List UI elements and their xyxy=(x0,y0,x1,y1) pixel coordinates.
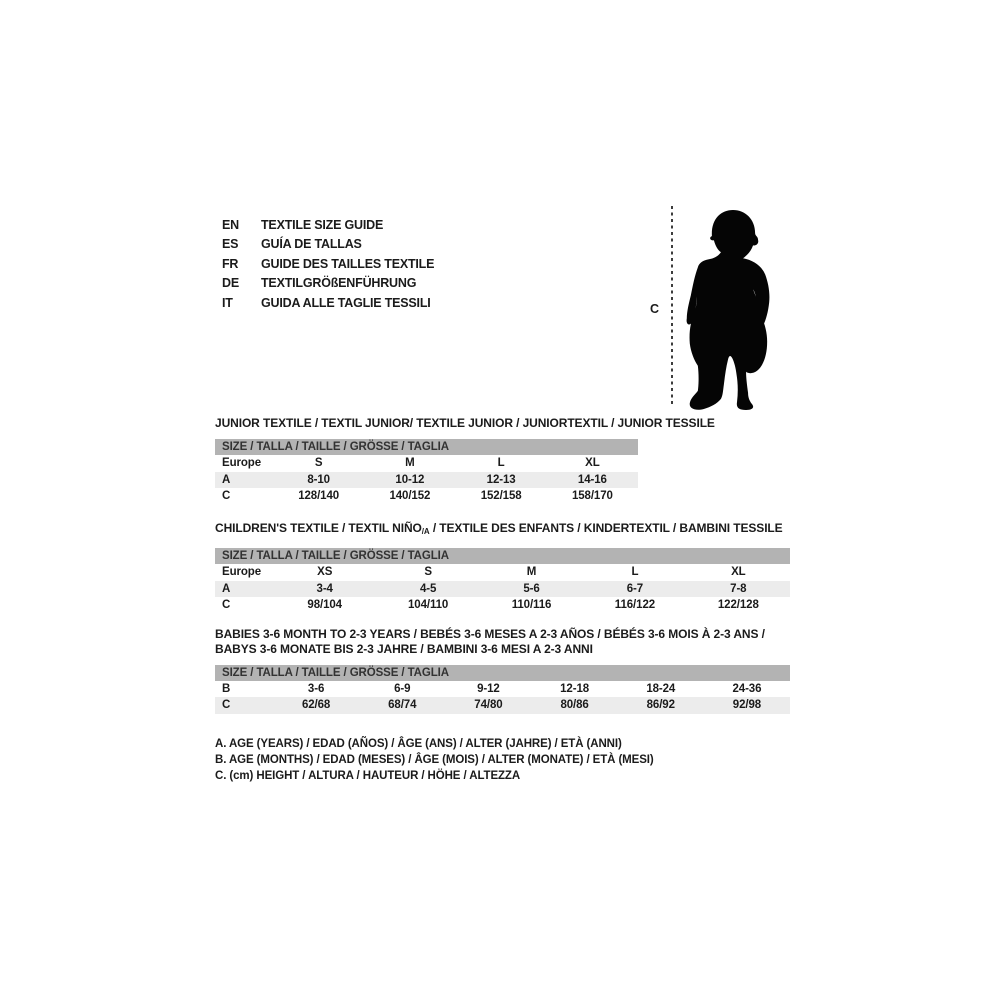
row-label: B xyxy=(222,682,231,695)
cell: 6-9 xyxy=(394,682,411,695)
table-row xyxy=(215,455,638,472)
lang-code: DE xyxy=(222,276,239,291)
cell: 116/122 xyxy=(614,599,656,611)
lang-row-it xyxy=(222,293,434,313)
cell: 152/158 xyxy=(480,490,522,502)
cell: XL xyxy=(731,566,746,578)
cell: 9-12 xyxy=(477,682,500,695)
lang-code: IT xyxy=(222,295,233,310)
table-row xyxy=(215,488,638,505)
cell: M xyxy=(526,566,537,578)
cell: 92/98 xyxy=(732,699,762,711)
table-row xyxy=(215,681,790,698)
lang-code: EN xyxy=(222,217,239,232)
row-label: Europe xyxy=(222,566,262,578)
table-row xyxy=(215,472,638,489)
table-row xyxy=(215,697,790,714)
junior-textile-section xyxy=(215,416,715,505)
cell: 4-5 xyxy=(419,582,437,595)
lang-code: FR xyxy=(222,256,239,271)
cell: 12-18 xyxy=(560,682,590,695)
cell: 12-13 xyxy=(486,473,516,486)
cell: 158/170 xyxy=(571,490,613,502)
babies-textile-section xyxy=(215,627,790,714)
size-header-bar: SIZE / TALLA / TAILLE / GRÖSSE / TAGLIA xyxy=(215,439,638,455)
cell: 62/68 xyxy=(301,699,331,711)
cell: 7-8 xyxy=(730,582,747,595)
toddler-silhouette-icon xyxy=(684,197,782,414)
cell: M xyxy=(405,457,415,469)
cell: 128/140 xyxy=(298,490,340,502)
cell: 86/92 xyxy=(646,699,675,711)
legend-age-months: B. AGE (MONTHS) / EDAD (MESES) / ÂGE (MOIS) / ALTER (MONATE) / ETÀ (MESI) xyxy=(215,754,654,766)
language-title-block xyxy=(222,215,434,313)
title-text: CHILDREN'S TEXTILE / TEXTIL NIÑO xyxy=(215,521,422,535)
cell: 122/128 xyxy=(717,599,759,611)
lang-row-de xyxy=(222,274,434,294)
lang-row-en xyxy=(222,215,434,235)
cell: XL xyxy=(585,457,600,469)
section-title-line2: BABYS 3-6 MONATE BIS 2-3 JAHRE / BAMBINI 3-6 MESI A 2-3 ANNI xyxy=(215,641,593,656)
cell: S xyxy=(314,457,323,469)
height-dotted-line xyxy=(671,206,673,405)
cell: L xyxy=(497,457,505,469)
row-label: C xyxy=(222,599,231,611)
cell: 18-24 xyxy=(646,682,676,695)
guide-title: GUIDA ALLE TAGLIE TESSILI xyxy=(261,295,431,310)
guide-title: TEXTILGRÖßENFÜHRUNG xyxy=(261,276,417,291)
row-label: Europe xyxy=(222,457,262,469)
cell: 5-6 xyxy=(523,582,540,595)
height-marker-label: C xyxy=(650,302,660,316)
cell: XS xyxy=(317,566,333,578)
cell: 3-4 xyxy=(316,582,333,595)
cell: 14-16 xyxy=(577,473,607,486)
guide-title: GUIDE DES TAILLES TEXTILE xyxy=(261,256,435,271)
cell: S xyxy=(424,566,432,578)
legend-age-years: A. AGE (YEARS) / EDAD (AÑOS) / ÂGE (ANS) / ALTER (JAHRE) / ETÀ (ANNI) xyxy=(215,738,622,750)
cell: 140/152 xyxy=(389,490,431,502)
guide-title: TEXTILE SIZE GUIDE xyxy=(261,217,384,232)
lang-row-es xyxy=(222,235,434,255)
title-subscript: /A xyxy=(421,527,430,536)
section-title-line1: BABIES 3-6 MONTH TO 2-3 YEARS / BEBÉS 3-6 MESES A 2-3 AÑOS / BÉBÉS 3-6 MOIS À 2-3 ANS / xyxy=(215,627,765,641)
lang-row-fr xyxy=(222,254,434,274)
lang-code: ES xyxy=(222,237,239,252)
title-text: / TEXTILE DES ENFANTS / KINDERTEXTIL / BAMBINI TESSILE xyxy=(429,521,783,535)
cell: L xyxy=(631,566,639,578)
cell: 6-7 xyxy=(626,582,644,595)
cell: 8-10 xyxy=(307,473,330,486)
guide-title: GUÍA DE TALLAS xyxy=(261,237,362,252)
cell: 104/110 xyxy=(407,599,449,611)
table-row xyxy=(215,597,790,614)
children-textile-section xyxy=(215,521,790,614)
table-row xyxy=(215,564,790,581)
row-label: C xyxy=(222,699,231,711)
cell: 110/116 xyxy=(511,599,552,611)
cell: 80/86 xyxy=(560,699,589,711)
cell: 68/74 xyxy=(388,699,417,711)
size-header-bar: SIZE / TALLA / TAILLE / GRÖSSE / TAGLIA xyxy=(215,665,790,681)
row-label: A xyxy=(222,582,231,595)
section-title: JUNIOR TEXTILE / TEXTIL JUNIOR/ TEXTILE JUNIOR / JUNIORTEXTIL / JUNIOR TESSILE xyxy=(215,416,715,430)
table-row xyxy=(215,581,790,598)
cell: 24-36 xyxy=(732,682,762,695)
cell: 3-6 xyxy=(307,682,325,695)
row-label: C xyxy=(222,490,231,502)
legend-block xyxy=(215,736,654,784)
size-header-bar: SIZE / TALLA / TAILLE / GRÖSSE / TAGLIA xyxy=(215,548,790,564)
section-title xyxy=(215,521,790,540)
cell: 10-12 xyxy=(395,473,425,486)
legend-height-cm: C. (cm) HEIGHT / ALTURA / HAUTEUR / HÖHE / ALTEZZA xyxy=(215,770,521,782)
cell: 98/104 xyxy=(307,599,342,611)
cell: 74/80 xyxy=(474,699,503,711)
row-label: A xyxy=(222,473,231,486)
